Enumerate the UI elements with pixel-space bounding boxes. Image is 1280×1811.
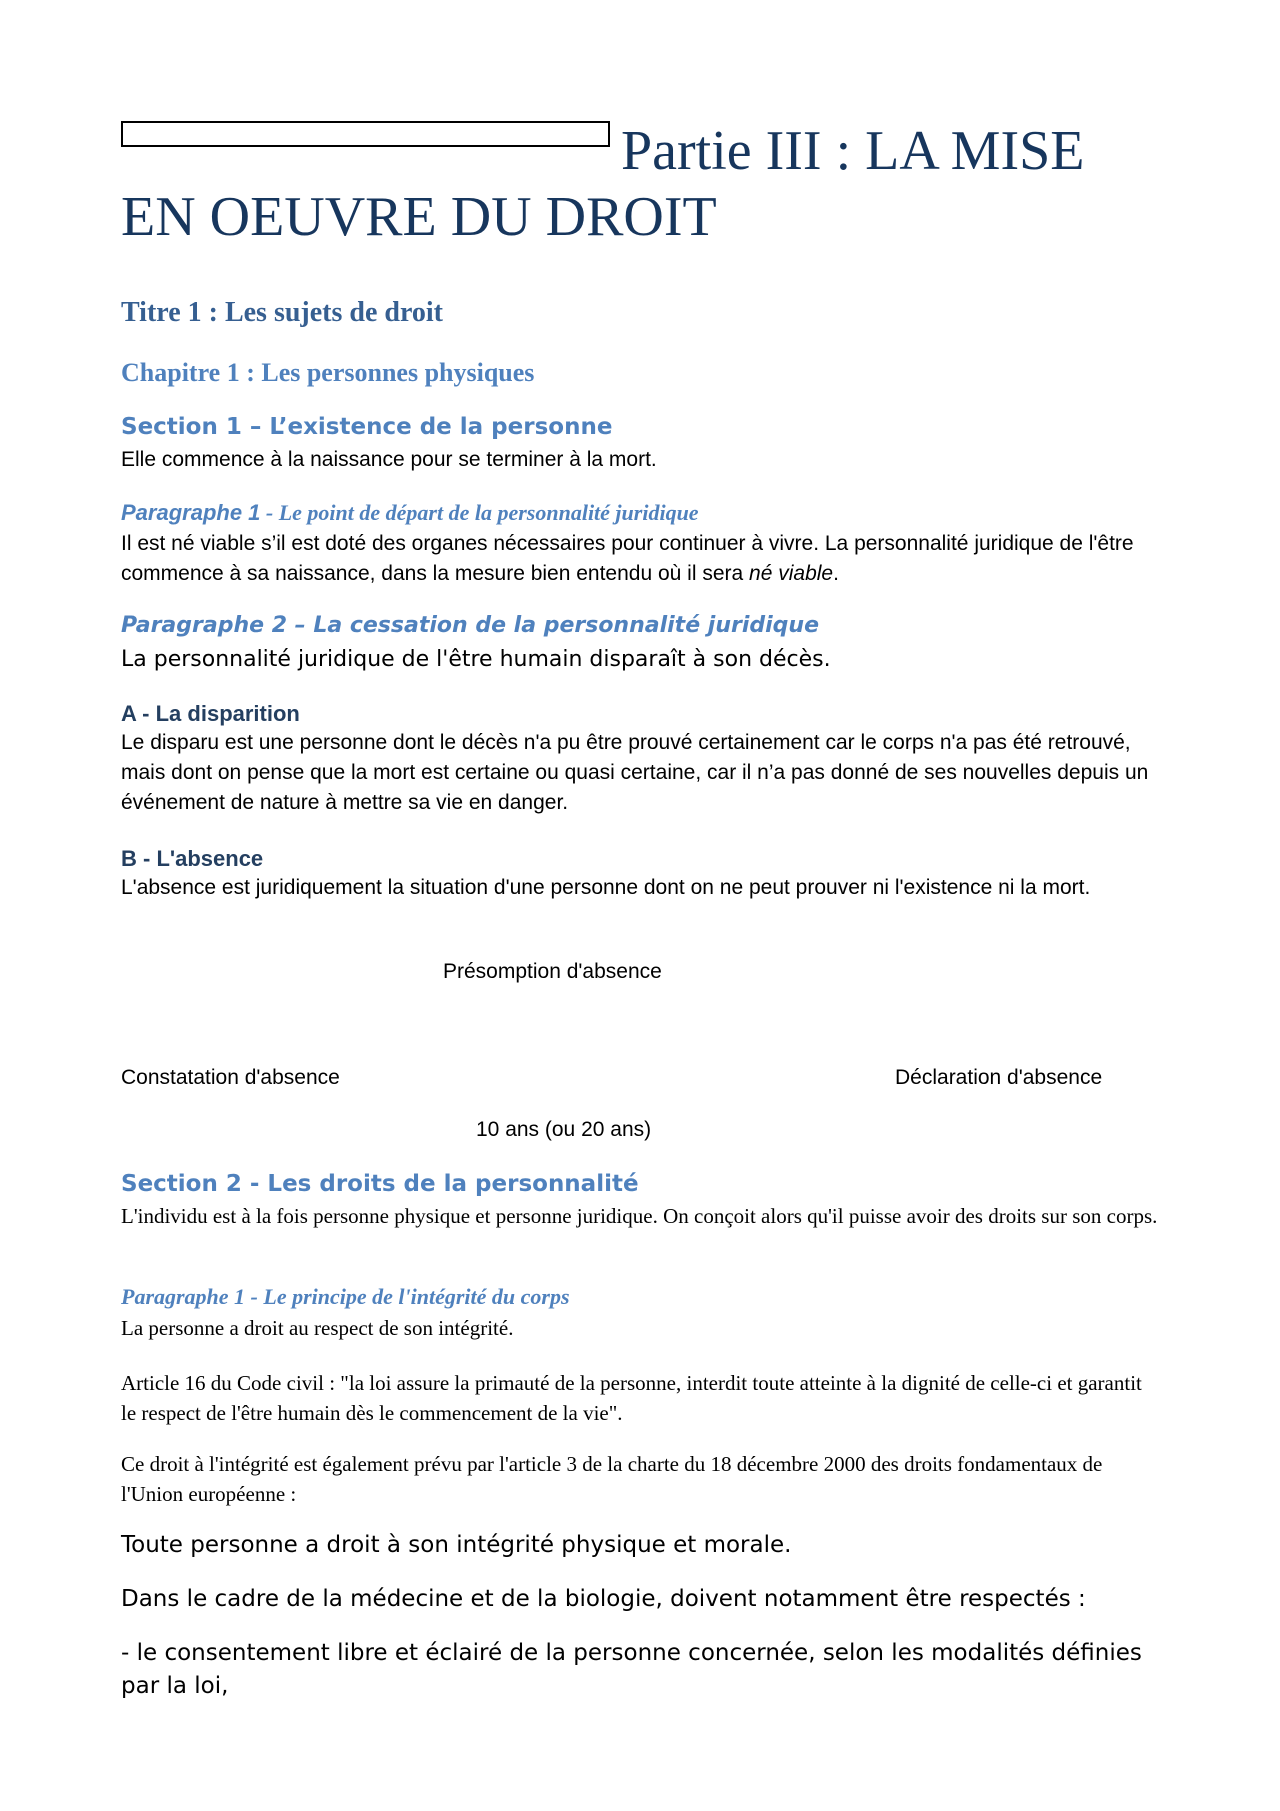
integrite-text: La personne a droit au respect de son intégrité. xyxy=(121,1316,514,1340)
paragraph-1-text-end: . xyxy=(833,562,839,585)
sub-a-text: Le disparu est une personne dont le décès n'a pu être prouvé certainement car le corps n'a pas été retrouvé, mais dont on pense que la mort est certaine ou quasi certaine, car il n’a pas donné de ses nouvelles depuis un événement de nature à mettre sa vie en danger. xyxy=(121,731,1149,814)
charte-line-2: Dans le cadre de la médecine et de la biologie, doivent notamment être respectés : xyxy=(121,1586,1086,1612)
paragraph-1-text xyxy=(121,529,1161,589)
section-2-heading: Section 2 - Les droits de la personnalité xyxy=(121,1171,639,1197)
diagram-constatation: Constatation d'absence xyxy=(121,1066,340,1089)
part-title: Partie III : LA MISE EN OEUVRE DU DROIT xyxy=(121,120,1085,248)
section-1-heading: Section 1 – L’existence de la personne xyxy=(121,414,613,440)
diagram-declaration: Déclaration d'absence xyxy=(895,1066,1103,1089)
diagram-presomption: Présomption d'absence xyxy=(443,960,662,983)
charte-intro-text: Ce droit à l'intégrité est également prévu par l'article 3 de la charte du 18 décembre 2000 des droits fondamentaux de l'Union européenne : xyxy=(121,1452,1103,1506)
article-16-text: Article 16 du Code civil : "la loi assure la primauté de la personne, interdit toute atteinte à la dignité de celle-ci et garantit le respect de l'être humain dès le commencement de la vie". xyxy=(121,1371,1142,1425)
paragraph-1-heading xyxy=(121,500,699,526)
paragraph-1-heading-rest: - Le point de départ de la personnalité juridique xyxy=(260,500,699,525)
paragraph-1-text-italic: né viable xyxy=(749,562,834,585)
paragraph-2-text: La personnalité juridique de l'être humain disparaît à son décès. xyxy=(121,647,831,672)
charte-line-3: - le consentement libre et éclairé de la personne concernée, selon les modalités définies par la loi, xyxy=(121,1640,1142,1699)
section-1-intro: Elle commence à la naissance pour se terminer à la mort. xyxy=(121,448,657,471)
chapitre-1-heading: Chapitre 1 : Les personnes physiques xyxy=(121,358,535,387)
sub-b-heading: B - L'absence xyxy=(121,846,264,871)
paragraph-1-text-main: Il est né viable s’il est doté des organes nécessaires pour continuer à vivre. La personnalité juridique de l'être commence à sa naissance, dans la mesure bien entendu où il sera xyxy=(121,532,1134,585)
section-2-intro: L'individu est à la fois personne physique et personne juridique. On conçoit alors qu'il puisse avoir des droits sur son corps. xyxy=(121,1204,1158,1228)
charte-line-1: Toute personne a droit à son intégrité physique et morale. xyxy=(121,1532,792,1558)
sub-b-text: L'absence est juridiquement la situation d'une personne dont on ne peut prouver ni l'existence ni la mort. xyxy=(121,876,1091,899)
sub-a-heading: A - La disparition xyxy=(121,701,300,726)
paragraph-1-heading-lead: Paragraphe 1 xyxy=(121,500,261,525)
section-2-paragraph-1-heading: Paragraphe 1 - Le principe de l'intégrité du corps xyxy=(121,1284,570,1309)
diagram-duree: 10 ans (ou 20 ans) xyxy=(476,1118,652,1141)
paragraph-2-heading: Paragraphe 2 – La cessation de la personnalité juridique xyxy=(121,613,819,638)
titre-1-heading: Titre 1 : Les sujets de droit xyxy=(121,297,443,328)
